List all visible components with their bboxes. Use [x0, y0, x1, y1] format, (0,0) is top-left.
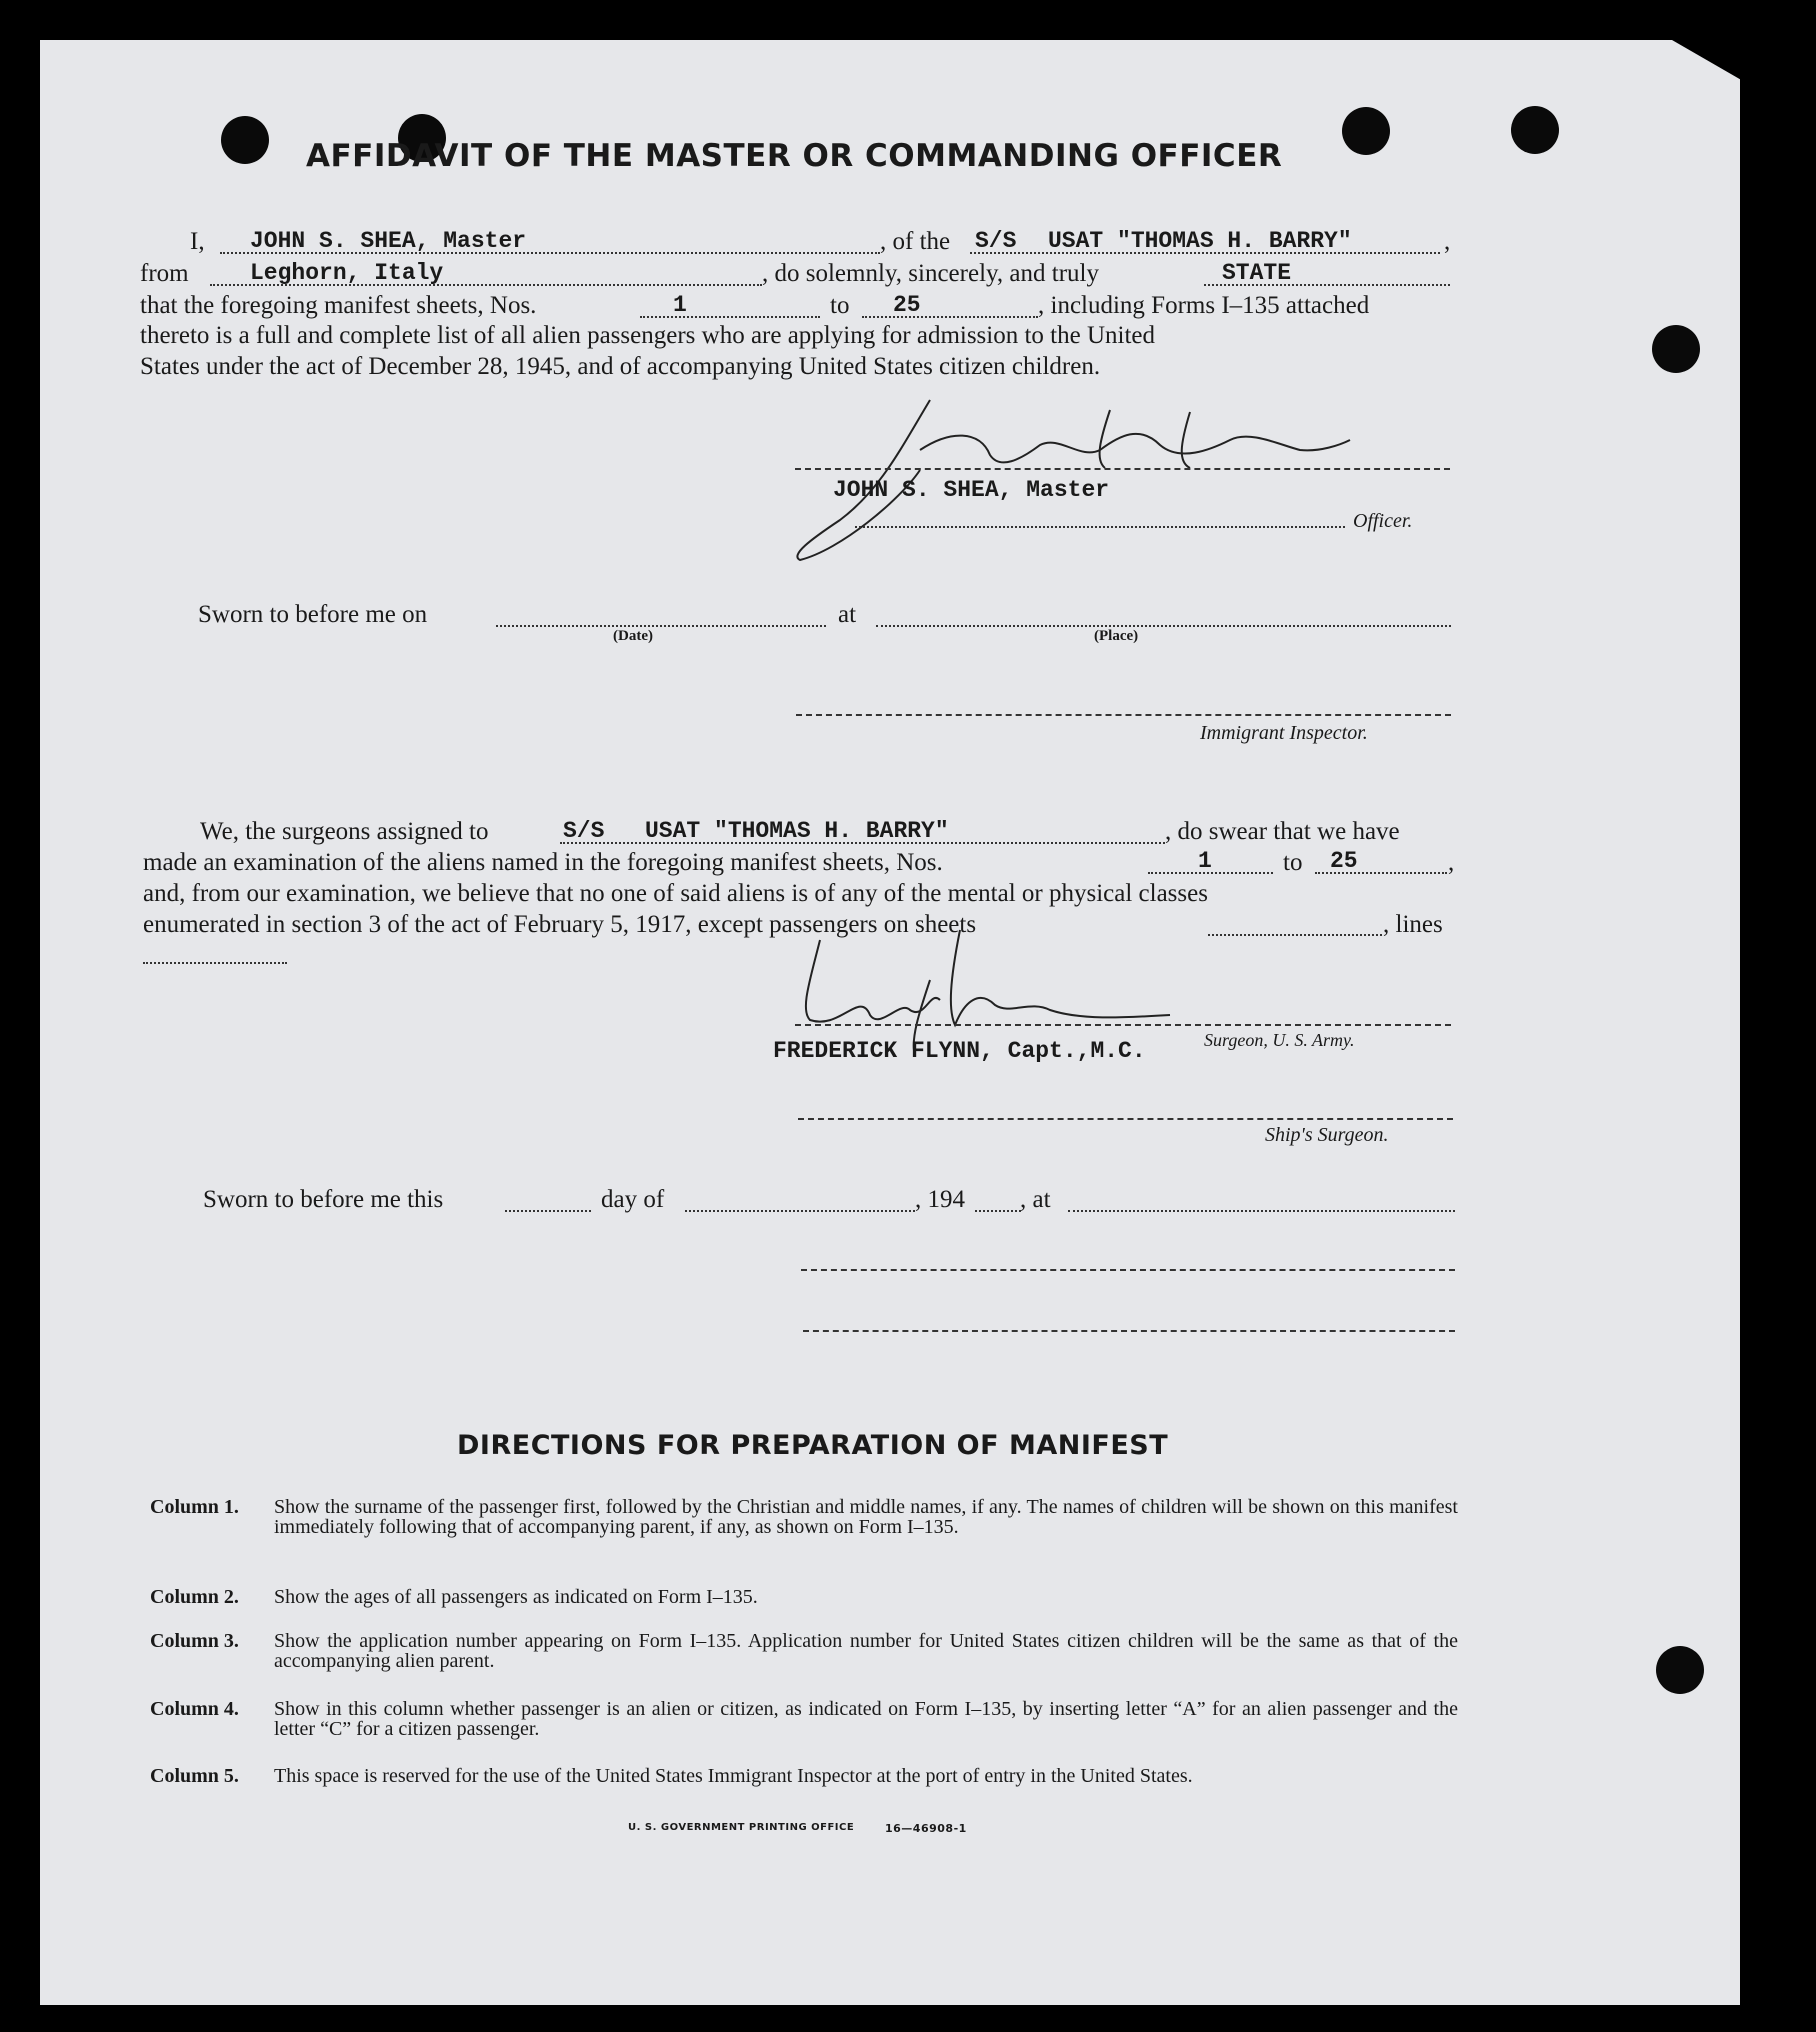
text-i: I, — [190, 228, 205, 255]
ship-prefix-field: S/S — [975, 228, 1017, 254]
signature-line — [795, 1024, 1451, 1026]
direction-label: Column 4. — [150, 1698, 239, 1720]
text-of-the: , of the — [880, 228, 951, 255]
ships-surgeon-label: Ship's Surgeon. — [1265, 1124, 1389, 1146]
master-name-field: JOHN S. SHEA, Master — [250, 228, 527, 254]
blank-line — [640, 316, 820, 318]
date-blank — [496, 625, 826, 627]
surgeons-text1: We, the surgeons assigned to — [200, 818, 489, 845]
text-to: to — [830, 292, 850, 319]
text-from: from — [140, 260, 189, 287]
punch-hole — [1511, 106, 1559, 154]
surgeon-typed-name: FREDERICK FLYNN, Capt.,M.C. — [773, 1038, 1146, 1064]
page-title: AFFIDAVIT OF THE MASTER OR COMMANDING OFFICER — [306, 138, 1283, 174]
surgeons-text2: made an examination of the aliens named in the foregoing manifest sheets, Nos. — [143, 849, 943, 876]
surgeons-to: to — [1283, 849, 1303, 876]
sworn2-at: , at — [1020, 1186, 1051, 1213]
sworn2-day-of: day of — [601, 1186, 665, 1213]
day-blank — [505, 1210, 591, 1212]
text-line4: thereto is a full and complete list of all alien passengers who are applying for admission to the United — [140, 322, 1156, 349]
sworn-text: Sworn to before me on — [198, 601, 428, 628]
punch-hole — [1656, 1646, 1704, 1694]
date-label: (Date) — [613, 628, 653, 644]
sworn2-text: Sworn to before me this — [203, 1186, 444, 1213]
form-code: 16—46908-1 — [885, 1822, 967, 1835]
port-field: Leghorn, Italy — [250, 260, 444, 286]
sheet-to-field: 25 — [893, 292, 921, 318]
surgeons-sheet-to: 25 — [1330, 848, 1358, 874]
direction-text: This space is reserved for the use of the United States Immigrant Inspector at the port of entry in the United States. — [274, 1765, 1193, 1787]
signature-line — [795, 468, 1450, 470]
signature-line — [801, 1269, 1455, 1271]
surgeons-sheet-from: 1 — [1198, 848, 1212, 874]
officer-label: Officer. — [1353, 510, 1413, 532]
surgeons-text3: and, from our examination, we believe that no one of said aliens is of any of the mental or physical classes — [143, 880, 1208, 907]
direction-label: Column 2. — [150, 1586, 239, 1608]
surgeons-text4: enumerated in section 3 of the act of February 5, 1917, except passengers on sheets — [143, 911, 977, 938]
inspector-line — [796, 714, 1451, 716]
signature-line — [803, 1330, 1455, 1332]
punch-hole — [1342, 107, 1390, 155]
direction-label: Column 5. — [150, 1765, 239, 1787]
year-blank — [975, 1210, 1021, 1212]
punch-hole — [1652, 325, 1700, 373]
month-blank — [685, 1210, 915, 1212]
direction-label: Column 1. — [150, 1496, 239, 1518]
lines-blank — [143, 962, 287, 964]
surgeons-lines: , lines — [1383, 911, 1443, 938]
surgeons-comma: , — [1448, 849, 1455, 876]
ships-surgeon-line — [798, 1118, 1453, 1120]
blank-line — [862, 316, 1038, 318]
text-at: at — [838, 601, 857, 628]
text-do-solemnly: , do solemnly, sincerely, and truly — [762, 260, 1099, 287]
surgeon-role-label: Surgeon, U. S. Army. — [1204, 1030, 1355, 1050]
punch-hole — [221, 116, 269, 164]
direction-text: Show the ages of all passengers as indicated on Form I–135. — [274, 1586, 758, 1608]
direction-text: Show the surname of the passenger first, followed by the Christian and middle names, if any. The names of children will be shown on this manifest immediately following that of accompanying parent, if any, as shown on Form I–135. — [274, 1496, 1458, 1538]
surgeons-ship-name: USAT "THOMAS H. BARRY" — [645, 818, 949, 844]
sworn2-year: , 194 — [915, 1186, 965, 1213]
state-field: STATE — [1222, 260, 1292, 286]
text-manifest-sheets: that the foregoing manifest sheets, Nos. — [140, 292, 537, 319]
surgeons-text1b: , do swear that we have — [1165, 818, 1400, 845]
direction-label: Column 3. — [150, 1630, 239, 1652]
text-comma: , — [1444, 228, 1451, 255]
printer-imprint: U. S. GOVERNMENT PRINTING OFFICE — [628, 1822, 855, 1833]
direction-text: Show the application number appearing on Form I–135. Application number for United States citizen children will be the same as that of the accompanying alien parent. — [274, 1630, 1458, 1672]
master-typed-name: JOHN S. SHEA, Master — [833, 477, 1110, 503]
sheet-from-field: 1 — [673, 292, 687, 318]
text-line5: States under the act of December 28, 1945, and of accompanying United States citizen children. — [140, 353, 1101, 380]
place-blank — [1068, 1210, 1455, 1212]
place-label: (Place) — [1094, 628, 1139, 644]
text-including-forms: , including Forms I–135 attached — [1038, 292, 1370, 319]
direction-text: Show in this column whether passenger is an alien or citizen, as indicated on Form I–135, by inserting letter “A” for an alien passenger and the letter “C” for a citizen passenger. — [274, 1698, 1458, 1740]
directions-heading: DIRECTIONS FOR PREPARATION OF MANIFEST — [457, 1430, 1169, 1461]
surgeons-ship-prefix: S/S — [563, 818, 605, 844]
place-blank — [876, 625, 1451, 627]
officer-line — [855, 526, 1345, 528]
ship-name-field: USAT "THOMAS H. BARRY" — [1048, 228, 1352, 254]
sheets-blank — [1208, 934, 1382, 936]
inspector-label: Immigrant Inspector. — [1200, 722, 1368, 744]
